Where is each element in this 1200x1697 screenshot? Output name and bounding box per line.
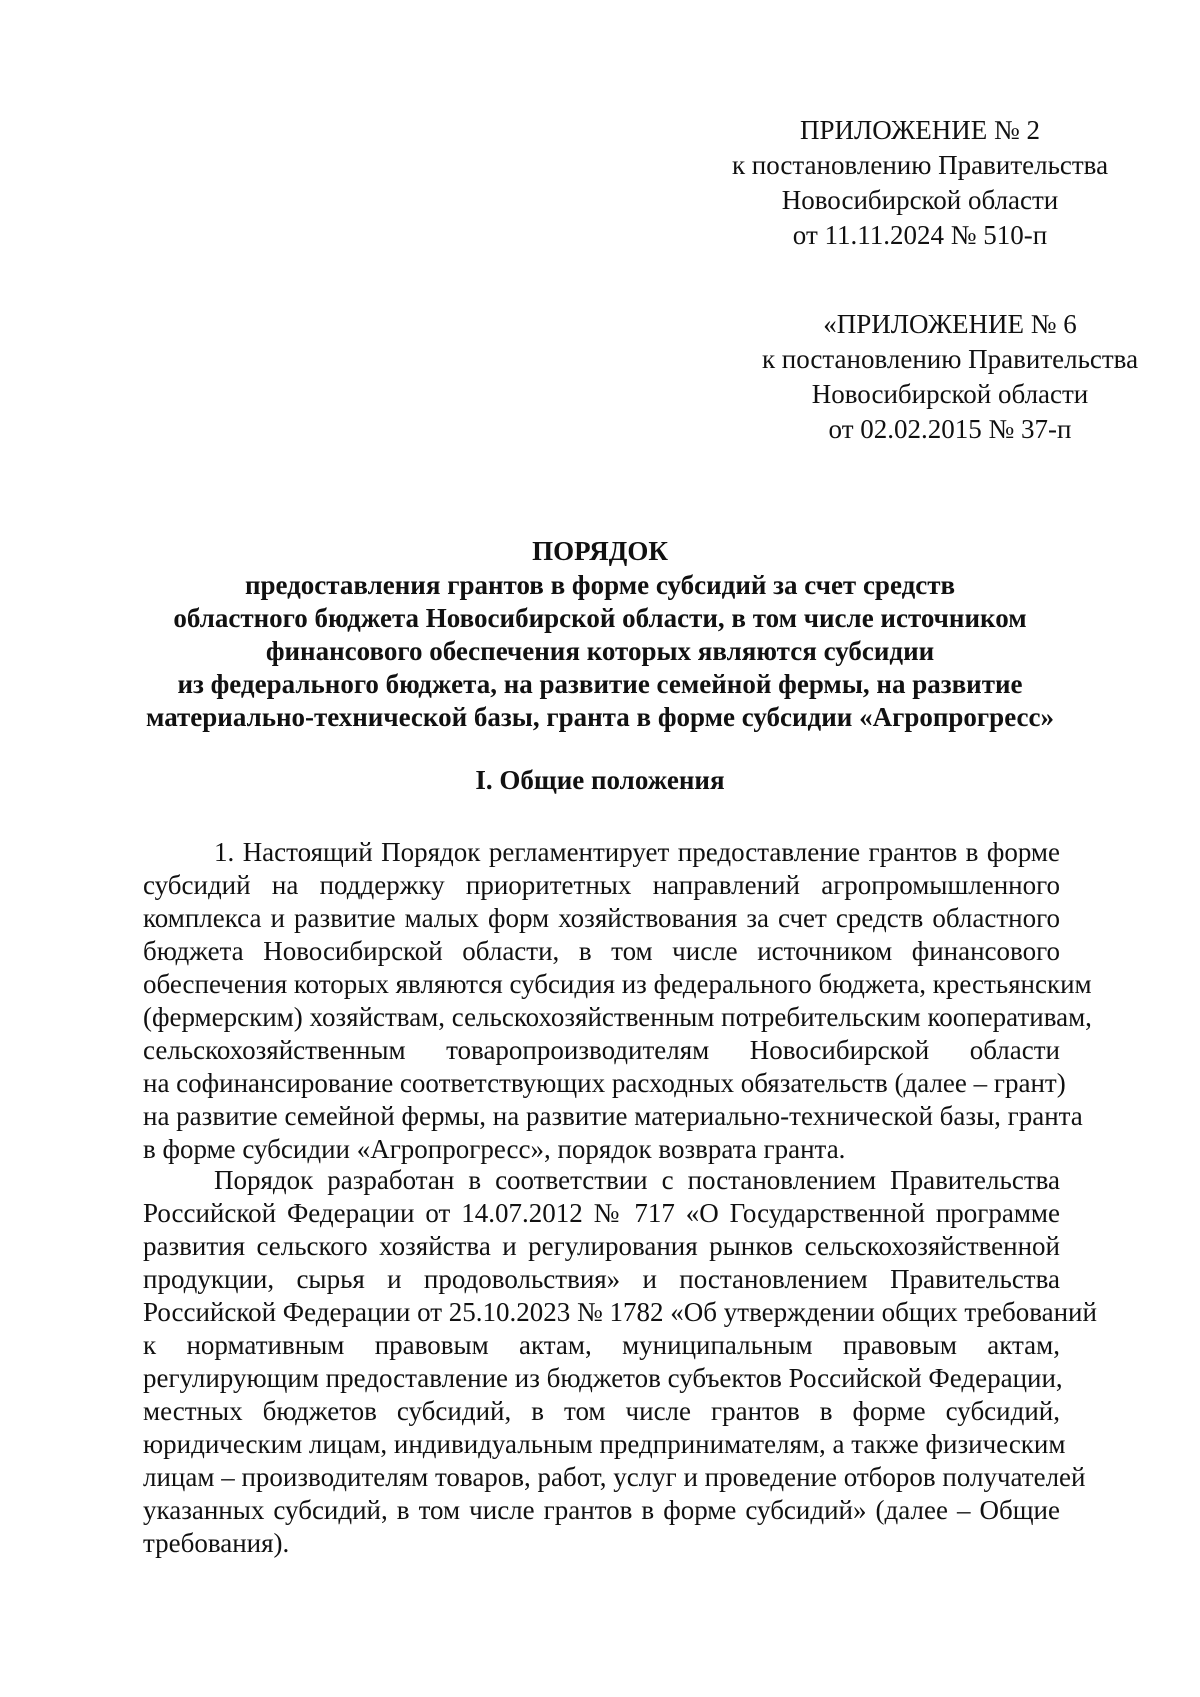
appendix-ref-line: Новосибирской области [811,379,1089,409]
appendix-title: ПРИЛОЖЕНИЕ № 2 [799,115,1041,145]
paragraph-line: требования). [143,1528,290,1558]
appendix-date-number: от 11.11.2024 № 510-п [792,220,1048,250]
paragraph-1 [143,836,1092,1166]
paragraph-line: юридическим лицам, индивидуальным предпринимателям, а также физическим [143,1429,1066,1459]
paragraph-line: развития сельского хозяйства и регулирования рынков сельскохозяйственной [143,1231,1060,1261]
paragraph-line: продукции, сырья и продовольствия» и постановлением Правительства [143,1264,1060,1294]
appendix-ref-line: к постановлению Правительства [761,344,1139,374]
appendix-header-current [710,113,1130,253]
paragraph-line: к нормативным правовым актам, муниципальным правовым актам, [143,1330,1060,1360]
paragraph-line: бюджета Новосибирской области, в том числе источником финансового [143,936,1060,966]
paragraph-line: сельскохозяйственным товаропроизводителям Новосибирской области [143,1035,1060,1065]
paragraph-2 [143,1164,1097,1560]
document-subtitle-line: материально-технической базы, гранта в форме субсидии «Агропрогресс» [146,702,1054,732]
appendix-header-original [740,307,1160,447]
paragraph-line: обеспечения которых являются субсидия из федерального бюджета, крестьянским [143,969,1092,999]
appendix-date-number: от 02.02.2015 № 37-п [828,414,1072,444]
document-subtitle-line: областного бюджета Новосибирской области, в том числе источником [173,603,1027,633]
appendix-title: «ПРИЛОЖЕНИЕ № 6 [823,309,1077,339]
document-title: ПОРЯДОК [532,536,668,566]
section-heading: I. Общие положения [475,765,725,795]
document-title-block [140,535,1060,734]
paragraph-line: на софинансирование соответствующих расходных обязательств (далее – грант) [143,1068,1066,1098]
paragraph-line: Порядок разработан в соответствии с постановлением Правительства [214,1165,1060,1195]
paragraph-line: лицам – производителям товаров, работ, услуг и проведение отборов получателей [143,1462,1086,1492]
paragraph-line: субсидий на поддержку приоритетных направлений агропромышленного [143,870,1060,900]
document-subtitle-line: предоставления грантов в форме субсидий за счет средств [244,570,956,600]
paragraph-line: на развитие семейной фермы, на развитие материально-технической базы, гранта [143,1101,1083,1131]
appendix-ref-line: Новосибирской области [781,185,1059,215]
paragraph-line: указанных субсидий, в том числе грантов в форме субсидий» (далее – Общие [143,1495,1060,1525]
paragraph-line: местных бюджетов субсидий, в том числе грантов в форме субсидий, [143,1396,1060,1426]
paragraph-line: 1. Настоящий Порядок регламентирует предоставление грантов в форме [214,837,1060,867]
paragraph-line: в форме субсидии «Агропрогресс», порядок возврата гранта. [143,1134,846,1164]
paragraph-line: (фермерским) хозяйствам, сельскохозяйственным потребительским кооперативам, [143,1002,1092,1032]
paragraph-line: Российской Федерации от 14.07.2012 № 717 «О Государственной программе [143,1198,1060,1228]
appendix-ref-line: к постановлению Правительства [731,150,1109,180]
paragraph-line: комплекса и развитие малых форм хозяйствования за счет средств областного [143,903,1060,933]
paragraph-line: регулирующим предоставление из бюджетов субъектов Российской Федерации, [143,1363,1063,1393]
paragraph-line: Российской Федерации от 25.10.2023 № 1782 «Об утверждении общих требований [143,1297,1097,1327]
document-subtitle-line: финансового обеспечения которых являются субсидии [265,636,935,666]
document-subtitle-line: из федерального бюджета, на развитие семейной фермы, на развитие [177,669,1023,699]
